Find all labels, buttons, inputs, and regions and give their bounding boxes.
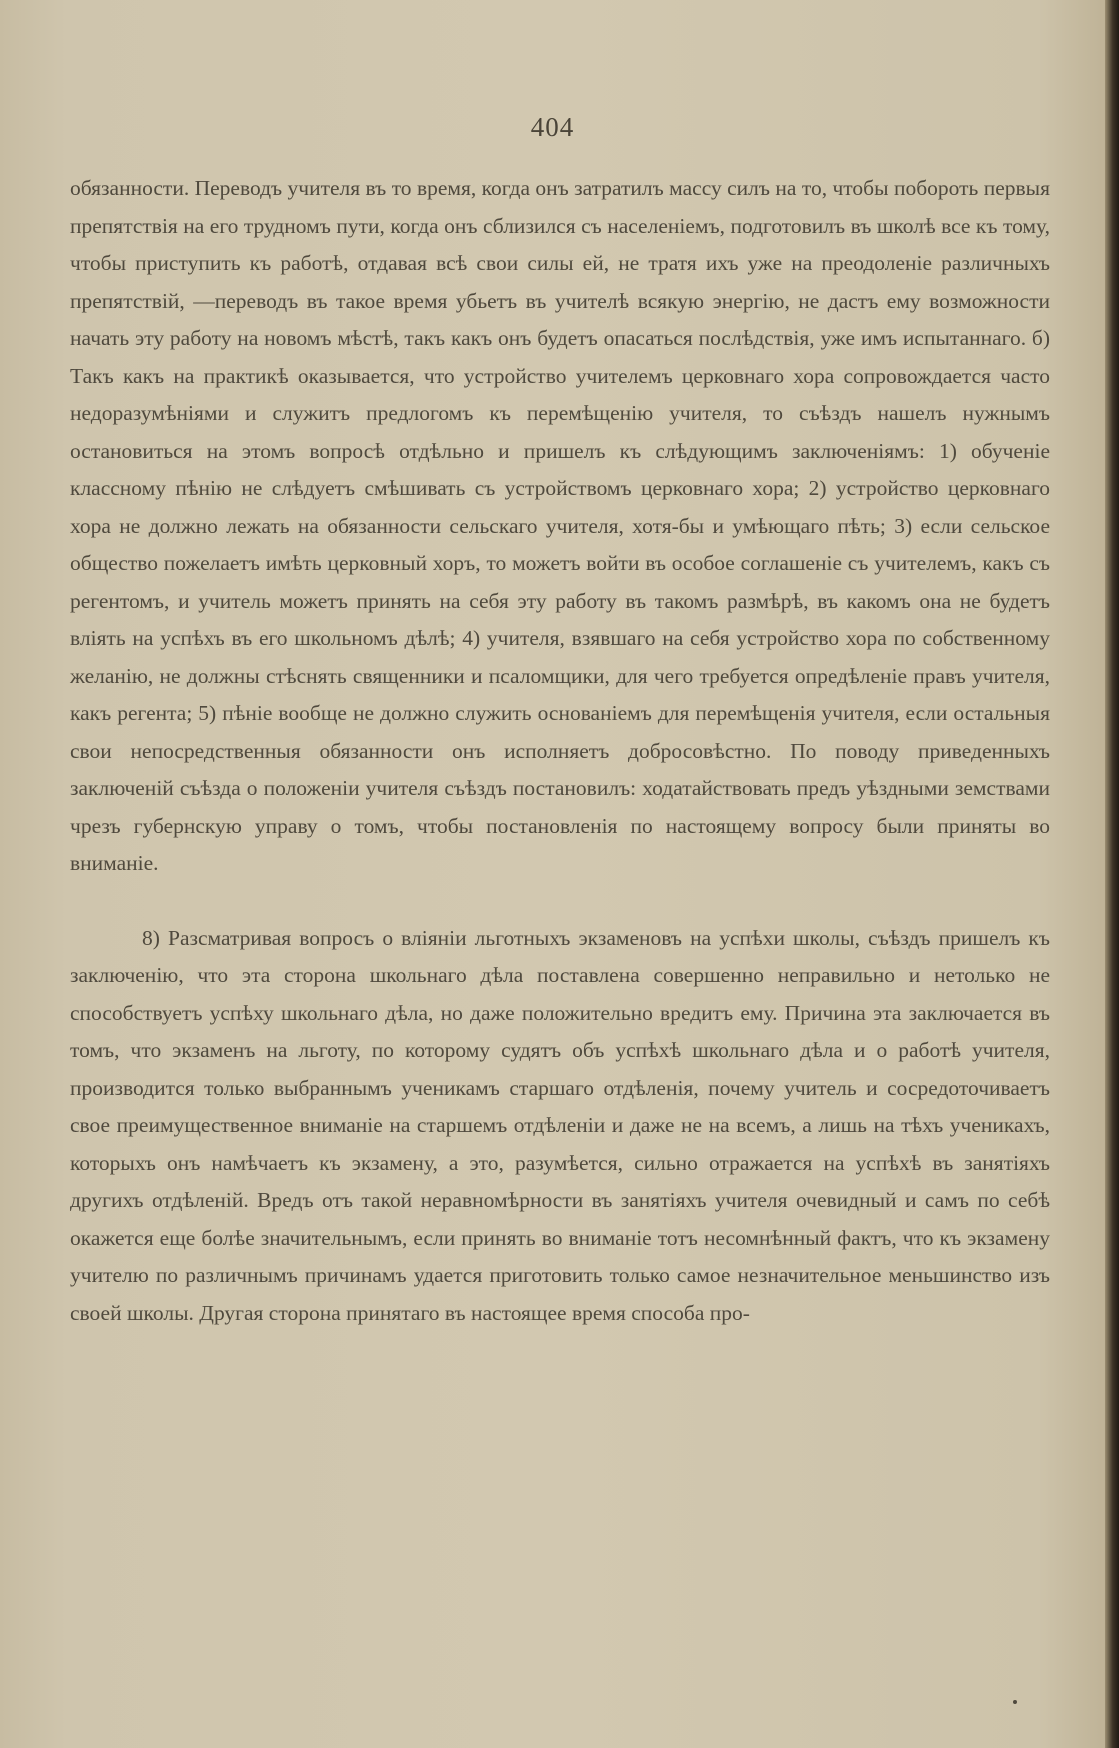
- book-edge: [1105, 0, 1119, 1748]
- ink-mark: [1013, 1700, 1017, 1704]
- body-text: [70, 170, 1050, 1332]
- paragraph-1: обязанности. Переводъ учителя въ то время, когда онъ затратилъ массу силъ на то, чтобы побороть первыя препятствія на его трудномъ пути, когда онъ сблизился съ населеніемъ, подготовилъ въ школѣ все къ тому, чтобы приступить къ работѣ, отдавая всѣ свои силы ей, не тратя ихъ уже на преодоленіе различныхъ препятствій, —переводъ въ такое время убьетъ въ учителѣ всякую энергію, не дастъ ему возможности начать эту работу на новомъ мѣстѣ, такъ какъ онъ будетъ опасаться послѣдствія, уже имъ испытаннаго. б) Такъ какъ на практикѣ оказывается, что устройство учителемъ церковнаго хора сопровождается часто недоразумѣніями и служитъ предлогомъ къ перемѣщенію учителя, то съѣздъ нашелъ нужнымъ остановиться на этомъ вопросѣ отдѣльно и пришелъ къ слѣдующимъ заключеніямъ: 1) обученіе классному пѣнію не слѣдуетъ смѣшивать съ устройствомъ церковнаго хора; 2) устройство церковнаго хора не должно лежать на обязанности сельскаго учителя, хотя-бы и умѣющаго пѣть; 3) если сельское общество пожелаетъ имѣть церковный хоръ, то можетъ войти въ особое соглашеніе съ учителемъ, какъ съ регентомъ, и учитель можетъ принять на себя эту работу въ такомъ размѣрѣ, въ какомъ она не будетъ вліять на успѣхъ въ его школьномъ дѣлѣ; 4) учителя, взявшаго на себя устройство хора по собственному желанію, не должны стѣснять священники и псаломщики, для чего требуется опредѣленіе правъ учителя, какъ регента; 5) пѣніе вообще не должно служить основаніемъ для перемѣщенія учителя, если остальныя свои непосредственныя обязанности онъ исполняетъ добросовѣстно. По поводу приведенныхъ заключеній съѣзда о положеніи учителя съѣздъ постановилъ: ходатайствовать предъ уѣздными земствами чрезъ губернскую управу о томъ, чтобы постановленія по настоящему вопросу были приняты во вниманіе.: [70, 176, 1050, 875]
- page-number: 404: [530, 112, 575, 142]
- paragraph-2: 8) Разсматривая вопросъ о вліяніи льготныхъ экзаменовъ на успѣхи школы, съѣздъ пришелъ къ заключенію, что эта сторона школьнаго дѣла поставлена совершенно неправильно и нетолько не способствуетъ успѣху школьнаго дѣла, но даже положительно вредитъ ему. Причина эта заключается въ томъ, что экзаменъ на льготу, по которому судятъ объ успѣхѣ школьнаго дѣла и о работѣ учителя, производится только выбраннымъ ученикамъ старшаго отдѣленія, почему учитель и сосредоточиваетъ свое преимущественное вниманіе на старшемъ отдѣленіи и даже не на всемъ, а лишь на тѣхъ ученикахъ, которыхъ онъ намѣчаетъ къ экзамену, а это, разумѣется, сильно отражается на успѣхѣ въ занятіяхъ другихъ отдѣленій. Вредъ отъ такой неравномѣрности въ занятіяхъ учителя очевидный и самъ по себѣ окажется еще болѣе значительнымъ, если принять во вниманіе тотъ несомнѣнный фактъ, что къ экзамену учителю по различнымъ причинамъ удается приготовить только самое незначительное меньшинство изъ своей школы. Другая сторона принятаго въ настоящее время способа про-: [70, 925, 1050, 1325]
